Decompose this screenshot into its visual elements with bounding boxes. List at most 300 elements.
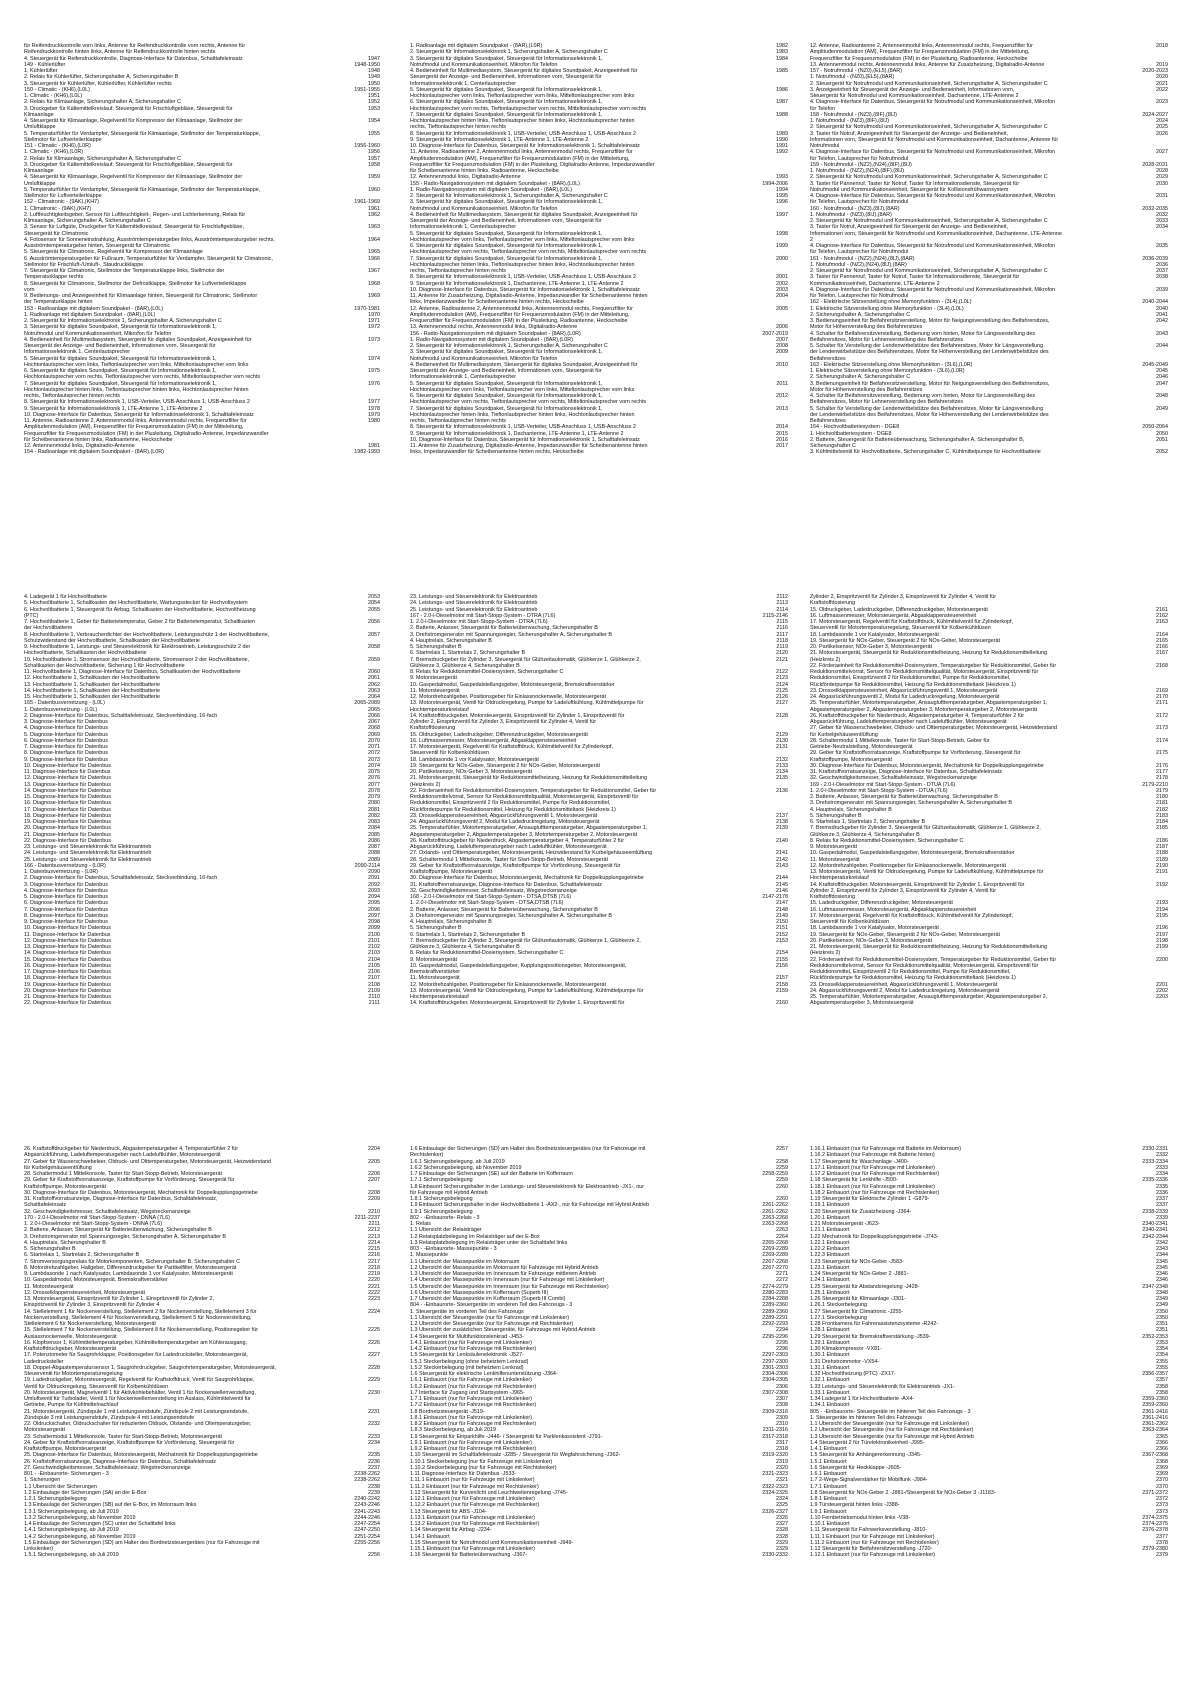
entry-page: 2260 [776,1196,788,1202]
entry-title: 1.4.2 Einbauort (nur für Fahrzeuge mit Rechtslenker) [410,1346,537,1352]
entry-page: 2025 [1156,124,1168,131]
entry-title: 2. Batterie, Steuergerät für Batterieüberwachung, Sicherungshalter A, Sicherungshalter B, [810,436,1025,443]
entry-page: 2192 [1156,881,1168,888]
entry-page: 2345 [1156,1258,1168,1265]
entry-page: 2307-2308 [762,1389,788,1396]
entry-page: 2335 [1156,1183,1168,1190]
entry-title: 5. Steuergerät für digitales Soundpaket, Steuergerät für Informationselektronik 1, [410,86,603,93]
entry-page: 2007-2019 [762,330,788,337]
entry-page: 2024 [1156,118,1168,124]
entry-page: 2339 [1156,1214,1168,1221]
entry-title: 151 - Climatic - (KH6),(L0R) [24,143,91,149]
entry-page: 2231 [368,1408,380,1415]
entry-page: 2181 [1156,800,1168,807]
entry-title: Kommunikationseinheit, Dachantenne, LTE-Antenne 2 [810,280,940,287]
entry-title: Einspritzventil für Zylinder 3, Einspritzventil für Zylinder 4 [24,1302,160,1309]
entry-page: 2224 [368,1308,380,1315]
entry-page: 1981 [368,443,380,449]
entry-page: 2205 [368,1158,380,1165]
entry-title: 1.7.1 Einbauort (nur für Fahrzeuge mit Linkslenker) [410,1396,532,1402]
entry-title: 157 - Notrufmodul - (NZ0),(EL5),(8AR) [810,68,902,74]
entry-page: 2259 [776,1164,788,1171]
entry-page: 2073 [368,756,380,763]
entry-page: 2006 [776,324,788,331]
entry-page: 1957 [368,155,380,162]
entry-page: 2088 [368,850,380,857]
entry-title: Hochtonlautsprecher vorn rechts, Tieftonlautsprecher vorn rechts, Mitteltonlautsprecher vorn rechts [410,399,647,406]
entry-page: 2180 [1156,794,1168,800]
entry-title: (Heizkreis 2) [810,656,841,663]
entry-title: 31. Kraftstoffvorratsanzeige, Diagnose-Interface für Datenbus, Schalttafeleinsatz, [24,1196,218,1202]
entry-title: 1.29 Steuergerät für Bremskraftverstärkung -J539- [810,1333,931,1340]
entry-title: 17. Diagnose-Interface für Datenbus [24,806,111,813]
entry-page: 1977 [368,399,380,406]
entry-title: Motor für Höhenverstellung des Beifahrersitzes [810,324,923,331]
entry-page: 2191 [1156,869,1168,875]
entry-title: Abgasrückführung, Ladeluftemperaturgeber nach Ladeluftkühler, Motorsteuergerät [410,844,607,850]
entry-title: für Telefon, Lautsprecher für Notrufmodul [810,199,909,206]
entry-title: Hochtonlautsprecher vorn links, Tieftonlautsprecher vorn links, Mitteltonlautsprecher vorn links [24,361,249,368]
entry-page: 2304-2305 [762,1377,788,1384]
entry-title: Abgasrückführung, Ladeluftemperaturgeber nach Ladeluftkühler, Motorsteuergerät [24,1152,221,1159]
entry-title: rechts, Tieftonlautsprecher hinten rechts [410,124,506,131]
entry-page: 2366 [1156,1446,1168,1452]
entry-page: 2083 [368,819,380,825]
entry-title: Informationselektronik 1, Centerlautsprecher [410,80,517,87]
entry-page: 2349 [1156,1296,1168,1302]
entry-title: 1.1 Übersicht der Steuergeräte (nur für Fahrzeuge mit Linkslenker) [410,1314,570,1321]
entry-title: 23. Leistungs- und Steuerelektronik für Elektroantrieb [410,594,538,600]
entry-title: 165 - Datenbusvernetzung - (L0L) [24,700,105,707]
entry-title: 2. Steuergerät für Informationselektronik 1, Sicherungshalter A, Sicherungshalter C [24,318,222,324]
entry-page: 2104 [368,956,380,963]
text-column [810,43,1168,456]
entry-title: 1.13 Steuergerät für ABS -J104- [410,1508,487,1515]
entry-title: Hochtemperaturkreislauf [410,706,469,713]
entry-title: 17. Diagnose-Interface für Datenbus [24,969,111,975]
entry-title: (PTC) [24,612,39,619]
entry-title: 24. Geber für Kraftstoffvorratsanzeige, Kraftstoffpumpe für Vorförderung, Steuergerät für [24,1439,235,1446]
entry-page: 2013 [776,405,788,412]
entry-title: 4. Diagnose-Interface für Datenbus, Steuergerät für Notrufmodul und Kommunikationseinheit, Mikrofon [810,286,1056,293]
entry-title: 9. Lambdasonde 1 nach Katalysator, Lambdasonde 1 vor Katalysator, Motorsteuergerät [24,1271,233,1277]
entry-title: 1. Radio-Navigationssystem mit digitalem Soundpaket - (8AR),(L0L) [410,186,573,193]
entry-page: 2175 [1156,750,1168,757]
entry-title: 20. Partikelsensor, NOx-Geber 3, Motorsteuergerät [410,769,532,775]
entry-page: 2216 [368,1252,380,1259]
entry-title: Steuergerät der Anzeige- und Bedieneinheit, Informationen vorn, Steuergerät für [410,74,602,81]
entry-title: 1. Notrufmodul - (NZ2),(N24),(8IJ),(8AR) [810,261,907,268]
entry-page: 2000 [776,255,788,262]
entry-title: 7. Bremsdruckgeber für Zylinder 3, Steuergerät für Glühzeitautomatik, Glühkerze 1, Glühkerze 2, [810,825,1041,832]
entry-title: 7. Diagnose-Interface für Datenbus [24,744,108,750]
entry-page: 2307 [776,1396,788,1402]
entry-page: 2162 [1156,612,1168,619]
entry-title: Motor für Höhenverstellung des Beifahrersitzes [810,386,923,393]
entry-page: 1985 [776,68,788,74]
entry-page: 2258 [776,1158,788,1165]
entry-page: 2039 [1156,286,1168,293]
entry-title: 1.28 Frontkamera für Fahrerassistenzsysteme -R242- [810,1321,939,1327]
entry-page: 2129 [776,731,788,738]
entry-title: 29. Geber für Kraftstoffvorratsanzeige, Kraftstoffpumpe für Vorförderung, Steuergerät für [24,1177,235,1184]
entry-page: 2296 [776,1346,788,1352]
entry-page: 1958 [368,161,380,168]
entry-page: 2116 [776,625,788,632]
entry-title: 1. Relais [410,1221,431,1227]
entry-title: 8. Steuergerät für Climatronic, Stellmotor der Defrostklappe, Stellmotor für Luftverteilerklappe [24,280,247,287]
entry-title: 1.7 Einbaulage der Sicherungen (SE) auf der Batterie im Kofferraum [410,1171,573,1177]
entry-title: 12. Hochvoltbatterie 1, Schaltkasten der Hochvoltbatterie [24,675,161,682]
entry-page: 2238 [368,1483,380,1490]
entry-page: 2263-2268 [762,1214,788,1221]
entry-title: 14. Stellelement 1 für Nockenverstellung, Stellelement 2 für Nockenverstellung, Stellelement 3 für [24,1308,257,1315]
entry-title: 2. Steuergerät für Notrufmodul und Kommunikationseinheit, Sicherungshalter A, Sicherungshalter C [810,124,1048,131]
entry-page: 2236 [368,1458,380,1465]
entry-page: 1953 [368,105,380,112]
entry-page: 2261-2262 [762,1202,788,1209]
entry-title: 10. Diagnose-Interface für Datenbus, Steuergerät für Informationselektronik 1, Schalttafeleinsatz [410,286,640,293]
entry-title: 6. Ausströmtemperaturgeber für Fußraum, Temperaturfühler für Verdampfer, Steuergerät für Climatronic, [24,255,273,262]
entry-title: Hochtonlautsprecher hinten links, Tieftonlautsprecher hinten links, Hochtonlautsprecher hinten [24,386,249,393]
entry-title: 15. Hochvoltbatterie 1, Schaltkasten der Hochvoltbatterie [24,694,161,700]
entry-title: Stellelement 6 für Nockenverstellung, Motorsteuergerät [24,1321,156,1327]
entry-page: 2145 [776,881,788,888]
entry-page: 2226 [368,1339,380,1346]
entry-title: 24. Abgasrückführungsventil 2, Modul für Ladedruckregelung, Motorsteuergerät [410,819,600,825]
entry-title: 4. Steuergerät für Reifendruckkontrolle, Diagnose-Interface für Datenbus, Schalttafeleinsatz [24,55,243,62]
entry-page: 2185 [1156,825,1168,832]
entry-title: Frequenzfilter für Frequenzmodulation (FM) in der Plusleitung, Radioantenne, Heckscheibe [410,318,628,324]
entry-page: 2264 [776,1233,788,1240]
entry-page: 2126 [776,694,788,700]
entry-page: 2222 [368,1289,380,1296]
entry-page: 2349 [1156,1302,1168,1309]
entry-title: 9. Bedienungs- und Anzeigeeinheit für Klimaanlage hinten, Steuergerät für Climatronic, Stellmotor [24,293,258,299]
entry-page: 2343 [1156,1246,1168,1252]
entry-title: 3. Druckgeber für Kältemittelkreislauf, Steuergerät für Frischluftgebläse, Steuergerät für [24,105,233,112]
entry-page: 1970-1981 [354,305,380,312]
entry-title: Notrufmodul und Kommunikationseinheit, Mikrofon für Telefon [410,61,558,68]
entry-title: 154 - Radioanlage mit digitalem Soundpaket - (8AR),(L0R) [24,449,164,456]
entry-title: 7. Bremsdruckgeber für Zylinder 3, Steuergerät für Glühzeitautomatik, Glühkerze 1, Glühkerze 2, [410,656,641,663]
entry-title: 1.7.1 Sicherungsbelegung [410,1177,473,1184]
entry-title: 12. Antenne, Radioantenne 2, Antennenmodul links, Antennenmodul rechts, Frequenzfilter für [810,43,1033,49]
entry-title: Notrufmodul [810,143,840,149]
entry-page: 2342-2344 [1142,1233,1168,1240]
entry-title: 7. Steuergerät für digitales Soundpaket, Steuergerät für Informationselektronik 1, [410,405,603,412]
entry-title: Linkslenker) [24,1546,54,1552]
entry-page: 2378 [1156,1539,1168,1546]
entry-title: 17. Motorsteuergerät, Regelventil für Kraftstoffdruck, Kühlmittelventil für Zylinderkopf, [810,619,1014,625]
entry-page: 2330-2332 [762,1552,788,1559]
entry-title: 3. Taster für Notruf, Anzeigeeinheit für Steuergerät der Anzeige- und Bedieneinheit, [810,130,1008,137]
entry-title: 1.19 Steuergerät für Elektrische Zylinder 1 -G879- [810,1196,930,1202]
entry-page: 2076 [368,775,380,782]
entry-page: 2023 [1156,99,1168,106]
entry-page: 2050 [1156,430,1168,437]
entry-title: 1.4.2 Sicherungsbelegung, ab November 2019 [24,1533,136,1540]
entry-title: 1.22.2 Einbauort [810,1246,850,1252]
entry-page: 2354 [1156,1346,1168,1352]
entry-page: 2011 [776,380,788,387]
entry-page: 2219 [368,1271,380,1277]
entry-title: 19. Diagnose-Interface für Datenbus [24,819,111,825]
entry-title: 16. Klopfsensor 1, Kühlmitteltemperaturgeber, Kühlmitteltemperaturgeber am Kühlerausgang, [24,1339,247,1346]
entry-title: 20. Partikelsensor, NOx-Geber 3, Motorsteuergerät [810,937,932,944]
entry-title: 1.6.2 Sicherungsbelegung, ab November 2019 [410,1164,522,1171]
entry-title: 18. Diagnose-Interface für Datenbus [24,812,111,819]
entry-page: 2189 [1156,856,1168,863]
entry-title: 1. 2.0-l-Dieselmotor mit Start-Stopp-System - DNNA (7L6) [24,1221,163,1227]
entry-title: 1.6.1 Einbauort [810,1471,847,1477]
entry-title: 21. Motorsteuergerät, Steuergerät für Reduktionsmittelheizung, Heizung für Reduktionsmittelleitung [810,944,1048,950]
entry-page: 2328 [776,1533,788,1540]
entry-title: 1.9 Einbauort Sicherungshalter in der Hochvoltbatterie 1 -AX2-, nur für Fahrzeuge mit Hybrid Antrieb [410,1202,650,1209]
entry-page: 2179-2210 [1142,781,1168,788]
entry-title: 25. Diagnose-Interface für Datenbus, Motorsteuergerät, Mechatronik für Doppelkupplungsgetriebe [24,1452,258,1459]
entry-title: Hochtemperaturkreislauf [410,994,469,1000]
entry-page: 1979 [368,411,380,418]
entry-title: 1.24 Steuergerät für NOx-Geber 2 -J881- [810,1271,909,1277]
entry-page: 2319-2320 [762,1452,788,1459]
entry-title: 1. 2.0-l-Dieselmotor mit Start-Stopp-System - DTRA (7L6) [410,619,548,625]
entry-title: 1.10.1 Steckerbelegung (nur für Fahrzeuge mit Linkslenker) [410,1458,553,1465]
entry-page: 2327 [776,1521,788,1527]
entry-title: 5. Hochvoltbatterie 1, Schaltkasten der Hochvoltbatterie, Wartungsstecker für Hochvoltsystem [24,600,248,607]
entry-title: Getriebe-Neutralstellung, Motorsteuergerät [810,744,913,750]
entry-title: 5. Sicherungshalter B [410,925,462,932]
entry-title: Beifahrersitzes [810,355,846,362]
entry-title: 7. Hochvoltbatterie 1, Geber für Batterietemperatur, Geber 2 für Batterietemperatur, Schaltkasten [24,619,256,625]
entry-page: 2377 [1156,1533,1168,1540]
entry-title: 5. Temperaturfühler für Verdampfer, Steuergerät für Klimaanlage, Stellmotor der Temperaturklappe, [24,130,261,137]
entry-page: 2143 [776,862,788,869]
entry-page: 2133 [776,762,788,769]
entry-title: 25. Temperaturfühler, Motortemperaturgeber, Ansauglufttemperaturgeber, Abgastemperaturgeber 2, [810,994,1048,1000]
entry-page: 2072 [368,750,380,757]
entry-page: 2163 [1156,619,1168,625]
entry-page: 2193 [1156,900,1168,907]
entry-title: 23. Drosselklappensteuereinheit, Abgasrückführungsventil 1, Motorsteuergerät [810,687,998,694]
entry-page: 1994-2006 [762,180,788,187]
entry-page: 2358 [1156,1389,1168,1396]
entry-title: 1. Climatic - (KH6),(L0R) [24,149,84,156]
entry-title: 4. Schalter für Beifahrersitzverstellung, Bedienung vorn hinten, Motor für Längsverstellung des [810,330,1036,337]
entry-page: 2366 [1156,1439,1168,1446]
entry-title: 3. Diagnose-Interface für Datenbus [24,719,108,725]
entry-page: 2002 [776,280,788,287]
entry-title: 161 - Notrufmodul - (NZ2),(N24),(8IJ),(8AR) [810,255,915,262]
entry-title: 2. Steuergerät für Notrufmodul und Kommunikationseinheit, Sicherungshalter A, Sicherungshalter C [810,80,1048,87]
entry-page: 2352-2353 [1142,1333,1168,1340]
entry-title: Zylinder 2, Einspritzventil für Zylinder 3, Einspritzventil für Zylinder 4, Ventil für [810,887,997,894]
entry-title: 1.12.2 Einbauort (nur für Fahrzeuge mit Rechtslenker) [410,1502,540,1509]
entry-page: 2138 [776,819,788,825]
entry-page: 2041 [1156,311,1168,318]
entry-title: 1.1 Übersicht der Sicherungen [24,1483,97,1490]
entry-title: 21. Diagnose-Interface für Datenbus [24,994,111,1000]
entry-page: 2334 [1156,1171,1168,1177]
entry-page: 2289-2360 [762,1302,788,1309]
entry-title: Amplitudenmodulation (AM), Frequenzfilter für Frequenzmodulation (FM) in der Mitteleitung, [410,311,630,318]
index-entry [24,1552,380,1558]
entry-page: 2326-2327 [762,1508,788,1515]
entry-page: 2227 [368,1352,380,1359]
entry-title: Nockenverstellung, Stellelement 4 für Nockenverstellung, Stellelement 5 für Nockenverstellung, [24,1314,252,1321]
entry-title: 18. Doppel-Abgastemperatursensor 1, Saugrohrdruckgeber, Saugrohrtemperaturgeber, Motorsteuergerät, [24,1364,277,1371]
entry-page: 2310 [776,1421,788,1427]
entry-page: 2269-2289 [762,1252,788,1259]
entry-title: 1.8 Einbauort Sicherungshalter in der Leistungs- und Steuerelektronik für Elektroantrieb -JX1-, nur [410,1183,645,1190]
entry-title: 1. Radio-Navigationssystem mit digitalem Soundpaket - (8AR),(L0R) [410,336,573,343]
entry-title: 1.11.1 Einbauort (nur für Fahrzeuge mit Linkslenker) [410,1477,535,1484]
entry-title: 1. Hochvoltbatteriesystem - DGE8 [810,430,892,437]
entry-title: 14. Diagnose-Interface für Datenbus [24,950,111,957]
entry-page: 2147-2178 [762,894,788,900]
entry-title: Ladedrucksteller [24,1358,64,1365]
entry-title: 1.5 Steuergerät für Anhängererkennung -J345- [810,1452,922,1459]
entry-page: 1998 [776,230,788,237]
entry-page: 2373 [1156,1508,1168,1515]
entry-page: 2317 [776,1439,788,1446]
entry-title: 5. Steuergerät für Climatronic, Regelventil für Kompressor der Klimaanlage [24,249,203,256]
entry-title: 8. Steuergerät für Informationselektronik 1, USB-Verteiler, USB-Anschluss 1, USB-Anschluss 2 [410,274,636,281]
entry-title: 1.34 Ladegerät 1 für Hochvoltbatterie -AX4- [810,1396,915,1402]
entry-page: 2156 [776,962,788,969]
entry-page: 2257 [776,1146,788,1152]
entry-page: 2146 [776,887,788,894]
entry-title: 1.20 Steuergerät für Zusatzheizung -J364- [810,1208,912,1215]
entry-page: 2188 [1156,850,1168,857]
entry-title: 1.33.1 Einbauort [810,1389,850,1396]
entry-title: 1.26 Steuergerät für Klimaanlage -J301- [810,1296,906,1302]
entry-page: 2016 [776,436,788,443]
entry-title: 1.10 Fernbetriebsmodul hinten links -V38- [810,1514,911,1521]
entry-title: 16. Luftmassenmesser, Motorsteuergerät, Abgasklappensteuereinheit [410,737,577,744]
entry-page: 2127 [776,700,788,707]
entry-page: 1961-1969 [354,199,380,206]
entry-title: 1.12.1 Einbauort (nur für Fahrzeuge mit Linkslenker) [410,1496,535,1502]
entry-page: 1960 [368,186,380,193]
entry-page: 2243-2246 [354,1502,380,1509]
entry-page: 2075 [368,769,380,775]
entry-title: 6. Hochvoltbatterie 1, Steuergerät für Airbag, Schaltkasten der Hochvoltbatterie, Hochvoltheizung [24,606,256,613]
entry-title: 1.4 Übersicht der Massepunkte im Innenraum (nur für Fahrzeuge mit Linkslenker) [410,1277,605,1284]
entry-title: 1.5 Steuergerät für Lenksäulenelektronik -J527- [410,1352,524,1359]
entry-title: 1.4.1 Einbauort [810,1446,847,1452]
entry-title: Sicherungshalter C [810,443,856,449]
entry-title: 15. Öldruckgeber, Ladedruckgeber, Differenzdruckgeber, Motorsteuergerät [410,731,588,738]
entry-page: 1963 [368,224,380,231]
entry-title: Kraftstoffpumpe, Motorsteuergerät [410,869,492,875]
entry-title: Rückförderpumpe für Reduktionsmittel, Heizung für Reduktionsmitteltank (Heizkreis 1) [410,806,616,813]
entry-page: 1965 [368,249,380,256]
entry-title: 31. Kraftstoffvorratsanzeige, Diagnose-Interface für Datenbus, Schalttafeleinsatz [410,881,602,888]
entry-title: 1.25.1 Einbauort [810,1289,850,1296]
entry-title: 24. Leistungs- und Steuerelektronik für Elektroantrieb [410,600,538,607]
entry-page: 2118 [776,637,788,644]
entry-page: 2355 [1156,1358,1168,1365]
entry-title: 11. Antenne für Zusatzheizung, Digitalradio-Antenne, Impedanzwandler für Scheibenantenne hinten [410,443,648,449]
entry-page: 1956-1960 [354,143,380,149]
entry-title: 1.23 Steuergerät für NOx-Geber -J583- [810,1258,904,1265]
entry-title: 1.30.1 Einbauort [810,1352,850,1359]
entry-page: 2066 [368,712,380,719]
entry-page [1164,1000,1168,1006]
entry-title: 12. Antennenmodul links, Digitalradio-Antenne [410,174,521,181]
text-column [410,1146,788,1559]
entry-title: 8. Steuergerät für Informationselektronik 1, USB-Verteiler, USB-Anschluss 1, USB-Anschluss 2 [410,424,636,431]
entry-title: 22. Diagnose-Interface für Datenbus [24,1000,111,1007]
entry-page: 2099 [368,925,380,932]
entry-page: 2342 [1156,1239,1168,1246]
entry-page: 2054 [368,600,380,607]
entry-title: 10. Diagnose-Interface für Datenbus, Steuergerät für Informationselektronik 1, Schalttafeleinsatz [410,143,640,149]
entry-title: 1.4 Einbaulage der Sicherungen (SC) unter der Schalttafel links [24,1521,176,1527]
entry-page: 2089 [368,856,380,863]
entry-page: 2353 [1156,1339,1168,1346]
entry-page: 2309 [776,1414,788,1421]
entry-title: 804 - -Einbaurorte- Steuergeräte im vorderen Teil des Fahrzeugs - 3 [410,1302,573,1309]
entry-title: 2. Steuergerät für Informationselektronik 1, Sicherungshalter A, Sicherungshalter C [410,49,608,56]
entry-page: 2374-2375 [1142,1514,1168,1521]
entry-title: 20. Diagnose-Interface für Datenbus [24,987,111,994]
entry-title: 1.22.1 Einbauort [810,1239,850,1246]
entry-title: Notrufmodul und Kommunikationseinheit, Mikrofon für Telefon [410,205,558,212]
text-column [410,594,788,1007]
entry-title: 1.6.1 Sicherungsbelegung, ab Juli 2019 [410,1158,505,1165]
index-entry [810,449,1168,455]
entry-page [784,449,788,455]
entry-page: 2078 [368,787,380,794]
entry-title: 6. Steuergerät für digitales Soundpaket, Steuergerät für Informationselektronik 1, [410,99,603,106]
entry-title: 1.32.1 Einbauort [810,1377,850,1384]
entry-page: 2150 [776,919,788,925]
entry-title: 1.13.2 Einbauort (nur für Fahrzeuge mit Rechtslenker) [410,1521,540,1527]
entry-title: vorn [24,286,35,293]
entry-page: 1968 [368,280,380,287]
entry-page: 2107 [368,975,380,982]
entry-page: 2153 [776,937,788,944]
entry-title: 150 - Climatic - (KH6),(L0L) [24,86,90,93]
entry-title: 8. Relais für Reduktionsmittel-Dosiersystem, Sicherungshalter C [410,950,564,957]
entry-page: 2098 [368,919,380,925]
entry-page: 2123 [776,675,788,682]
entry-title: 8. Hochvoltbatterie 1, Verbraucherdichter der Hochvoltbatterie, Leistungsschütz 1 der Hochvoltbatterie, [24,631,270,638]
entry-page: 1983 [776,49,788,56]
entry-title: 1.27.1 Steckerbelegung [810,1314,867,1321]
entry-title: 12. Antenne, Radioantenne 2, Antennenmodul links, Antennenmodul rechts, Frequenzfilter für [410,305,633,312]
entry-title: 20. Diagnose-Interface für Datenbus [24,825,111,832]
entry-page: 2056 [368,619,380,625]
entry-page: 2269-2289 [762,1246,788,1252]
entry-page: 2139 [776,825,788,832]
entry-page: 2267-2270 [762,1264,788,1271]
entry-title: Schaltkasten der Hochvoltbatterie, Sicherung 1 für Hochvoltbatterie [24,662,185,669]
entry-title: Amplitudenmodulation (AM), Frequenzfilter für Frequenzmodulation (FM) in der Mitteleitung, [810,49,1030,56]
entry-title: 12. Motordrehzahlgeber, Positionsgeber für Einlassnockenwelle, Motorsteuergerät [410,981,606,988]
entry-title: 1.7.2 Einbauort (nur für Fahrzeuge mit Rechtslenker) [410,1402,537,1409]
entry-title: Steuerventil für Kolbenkühldüsen [410,750,490,757]
entry-title: 1.21 Motorsteuergerät -J623- [810,1221,880,1227]
entry-page: 2047 [1156,380,1168,387]
entry-page: 2048 [1156,393,1168,399]
entry-page: 2108 [368,981,380,988]
entry-title: 4. Hauptrelais, Sicherungshalter B [410,919,492,925]
entry-title: 1. Elektrische Sitzverstellung ohne Memoryfunktion - (3L4),(L0L) [810,305,964,312]
entry-page: 2080 [368,800,380,807]
